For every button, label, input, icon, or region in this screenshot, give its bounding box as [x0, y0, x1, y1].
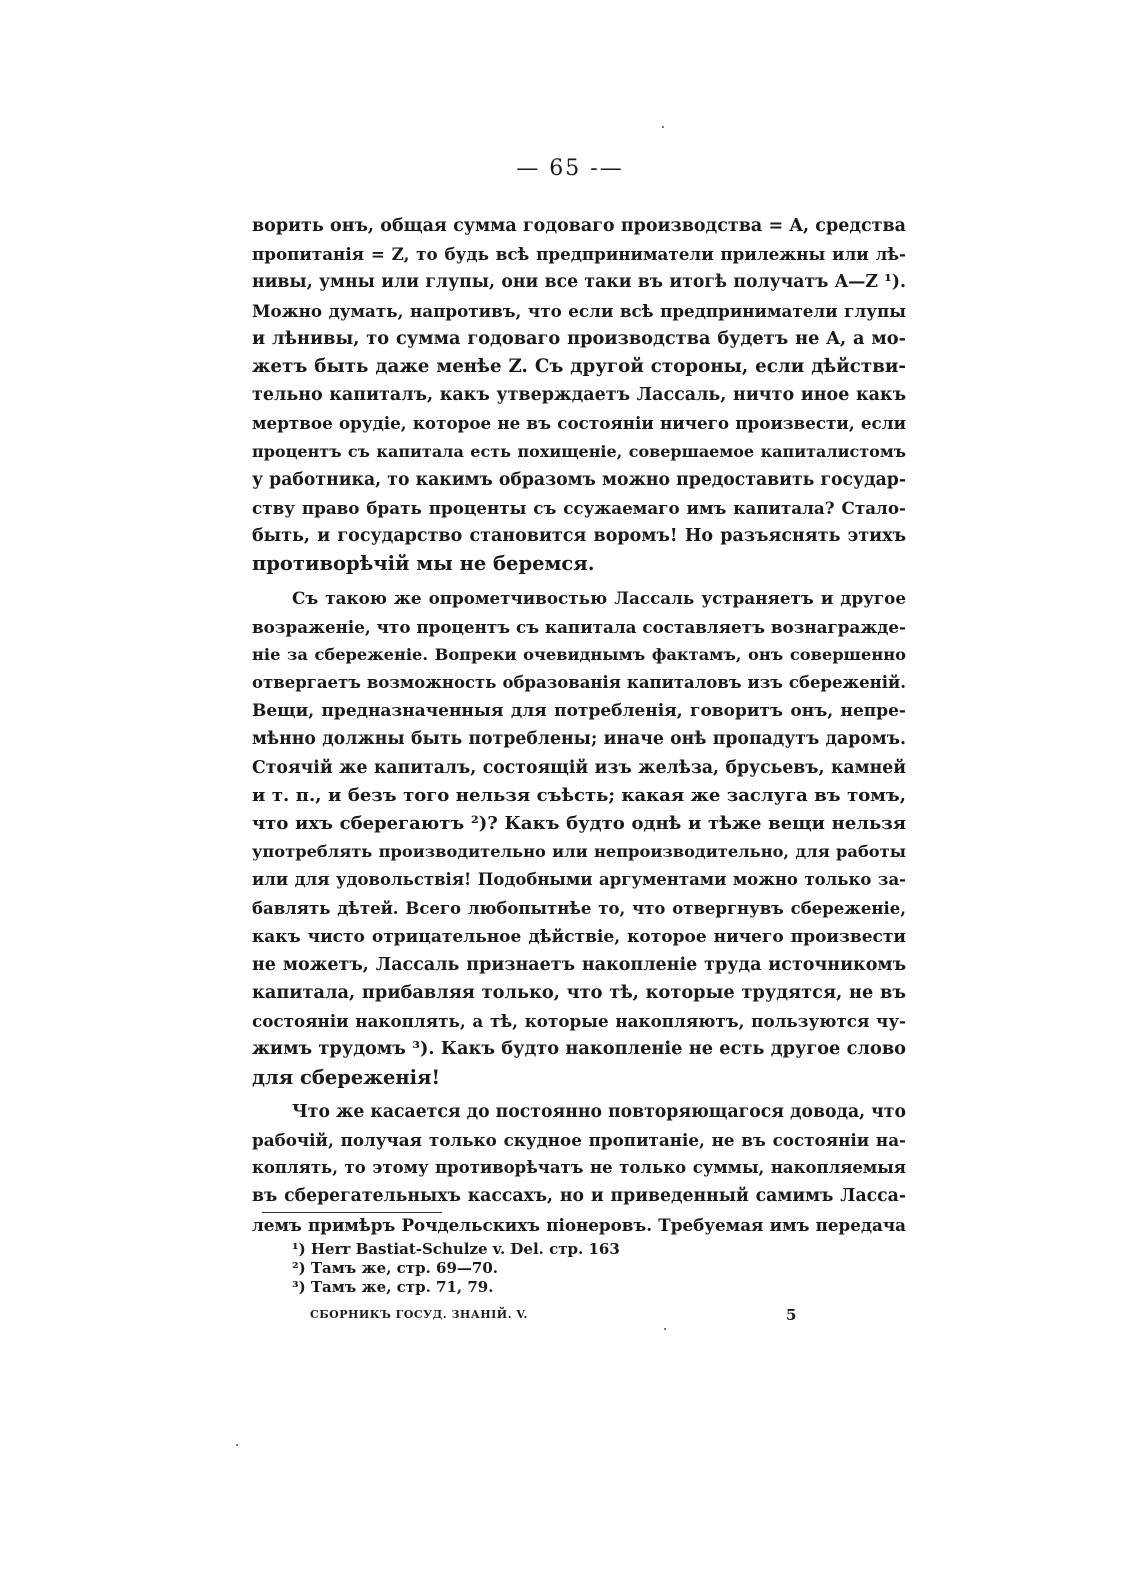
- text-line: употреблять производительно или непроизводительно, для работы: [252, 842, 906, 862]
- footnote: ³) Тамъ же, стр. 71, 79.: [292, 1278, 494, 1296]
- text-line: Можно думать, напротивъ, что если всѣ предприниматели глупы: [252, 300, 906, 321]
- text-line: какъ чисто отрицательное дѣйствіе, которое ничего произвести: [252, 926, 906, 947]
- signature-mark: СБОРНИКЪ ГОСУД. ЗНАНІЙ. V.: [310, 1308, 528, 1321]
- text-line: рабочій, получая только скудное пропитаніе, не въ состояніи на-: [252, 1130, 906, 1150]
- text-line: Вещи, предназначенныя для потребленія, говоритъ онъ, непре-: [252, 701, 906, 722]
- text-line: для сбереженія!: [252, 1065, 441, 1089]
- footnote: ¹) Herr Bastiat-Schulze v. Del. стр. 163: [292, 1240, 620, 1258]
- text-line: что ихъ сберегаютъ ²)? Какъ будто однѣ и тѣже вещи нельзя: [252, 812, 906, 834]
- text-line: не можетъ, Лассаль признаетъ накопленіе труда источникомъ: [252, 954, 906, 975]
- text-line: ворить онъ, общая сумма годоваго производства = A, средства: [252, 216, 906, 236]
- footnotes: [292, 1240, 792, 1297]
- text-line: состояніи накоплять, а тѣ, которые накопляютъ, пользуются чу-: [252, 1011, 906, 1032]
- text-line: Что же касается до постоянно повторяющагося довода, что: [292, 1101, 906, 1122]
- text-line: процентъ съ капитала есть похищеніе, совершаемое капиталистомъ: [252, 441, 906, 461]
- text-line: жетъ быть даже менѣе Z. Съ другой стороны, если дѣйстви-: [252, 355, 906, 377]
- text-line: ніе за сбереженіе. Вопреки очевиднымъ фактамъ, онъ совершенно: [252, 644, 906, 664]
- text-line: мѣнно должны быть потреблены; иначе онѣ пропадутъ даромъ.: [252, 729, 906, 750]
- scan-speck: [236, 1444, 238, 1446]
- text-line: у работника, то какимъ образомъ можно предоставить государ-: [252, 469, 906, 490]
- text-line: нивы, умны или глупы, они все таки въ итогѣ получатъ A—Z ¹).: [252, 272, 906, 293]
- body-text: [252, 212, 906, 1239]
- footnote: ²) Тамъ же, стр. 69—70.: [292, 1259, 498, 1277]
- text-line: лемъ примѣръ Рочдельскихъ піонеровъ. Требуемая имъ передача: [252, 1214, 906, 1235]
- text-line: коплять, то этому противорѣчатъ не только суммы, накопляемыя: [252, 1158, 906, 1178]
- scan-speck: [664, 1328, 666, 1330]
- text-line: мертвое орудіе, которое не въ состояніи ничего произвести, если: [252, 413, 906, 434]
- text-line: и лѣнивы, то сумма годоваго производства будетъ не A, а мо-: [252, 327, 906, 349]
- text-line: капитала, прибавляя только, что тѣ, которые трудятся, не въ: [252, 982, 906, 1004]
- text-line: Стоячій же капиталъ, состоящій изъ желѣза, брусьевъ, камней: [252, 757, 906, 778]
- text-line: въ сберегательныхъ кассахъ, но и приведенный самимъ Ласса-: [252, 1186, 906, 1207]
- text-line: отвергаетъ возможность образованія капиталовъ изъ сбереженій.: [252, 673, 906, 692]
- text-line: бавлять дѣтей. Всего любопытнѣе то, что отвергнувъ сбереженіе,: [252, 898, 906, 918]
- footnote-divider: [262, 1212, 442, 1213]
- sheet-number: 5: [786, 1306, 797, 1324]
- text-line: жимъ трудомъ ³). Какъ будто накопленіе не есть другое слово: [252, 1038, 906, 1060]
- scan-speck: [662, 126, 664, 128]
- text-line: или для удовольствія! Подобными аргументами можно только за-: [252, 870, 906, 890]
- text-line: противорѣчій мы не беремся.: [252, 552, 595, 576]
- text-line: быть, и государство становится воромъ! Но разъяснять этихъ: [252, 526, 906, 547]
- text-line: пропитанія = Z, то будь всѣ предприниматели прилежны или лѣ-: [252, 244, 906, 265]
- text-line: и т. п., и безъ того нельзя съѣсть; какая же заслуга въ томъ,: [252, 784, 906, 806]
- text-line: тельно капиталъ, какъ утверждаетъ Лассаль, ничто иное какъ: [252, 385, 906, 406]
- text-line: Съ такою же опрометчивостью Лассаль устраняетъ и другое: [292, 588, 906, 609]
- text-line: возраженіе, что процентъ съ капитала составляетъ вознагражде-: [252, 616, 906, 637]
- page-number: — 65 -—: [516, 156, 624, 181]
- text-line: ству право брать проценты съ ссужаемаго имъ капитала? Стало-: [252, 497, 906, 518]
